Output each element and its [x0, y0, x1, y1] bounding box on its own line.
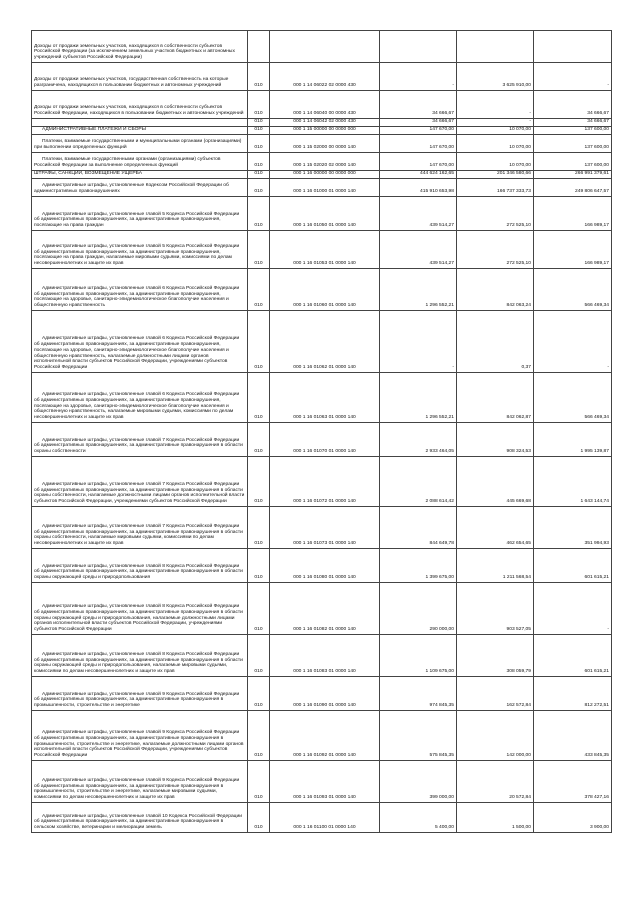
row-approved-cell: 1 296 552,21	[380, 269, 457, 311]
row-name-cell: ШТРАФЫ, САНКЦИИ, ВОЗМЕЩЕНИЕ УЩЕРБА	[32, 171, 248, 179]
row-executed-cell: 20 572,84	[457, 761, 534, 803]
row-name-cell: Административные штрафы, установленные главой 9 Кодекса Российской Федерации об административных правонарушениях, за административные правонарушения в промышленности, строительстве и энергетике, налагаемые должностными лицами органов исполнительной власти субъектов Российской Федерации, учреждениями субъектов Российской Федерации	[32, 711, 248, 761]
row-kbk-cell: 000 1 16 01070 01 0000 140	[270, 423, 380, 457]
row-kbk-cell: 000 1 16 01080 01 0000 140	[270, 549, 380, 583]
row-code-cell: 010	[248, 153, 270, 171]
table-row	[32, 583, 612, 635]
row-name-cell: Административные штрафы, установленные главой 8 Кодекса Российской Федерации об административных правонарушениях, за административные правонарушения в области охраны окружающей среды и природопользования, налагаемые мировыми судьями, комиссиями по делам несовершеннолетних и защите их прав	[32, 635, 248, 677]
row-code-cell: 010	[248, 423, 270, 457]
row-code-cell: 010	[248, 507, 270, 549]
row-unexecuted-cell: 249 806 647,57	[534, 179, 612, 197]
row-name-cell: Административные штрафы, установленные главой 10 Кодекса Российской Федерации об административных правонарушениях, за административные правонарушения в сельском хозяйстве, ветеринарии и мелиорации земель	[32, 803, 248, 833]
table-row	[32, 711, 612, 761]
table-row	[32, 197, 612, 231]
row-executed-cell: 142 000,00	[457, 711, 534, 761]
row-kbk-cell: 000 1 14 06022 02 0000 430	[270, 63, 380, 91]
row-code-cell: 010	[248, 197, 270, 231]
row-approved-cell: 415 910 653,98	[380, 179, 457, 197]
row-name-cell: Платежи, взимаемые государственными и муниципальными органами (организациями) при выполнении определенных функций	[32, 135, 248, 153]
row-code-cell	[248, 31, 270, 63]
row-approved-cell: -	[380, 63, 457, 91]
row-unexecuted-cell: 601 615,21	[534, 635, 612, 677]
row-name-cell: Административные штрафы, установленные главой 5 Кодекса Российской Федерации об административных правонарушениях, за административные правонарушения, посягающие на права граждан	[32, 197, 248, 231]
row-kbk-cell: 000 1 14 06042 02 0000 430	[270, 119, 380, 127]
report-table	[31, 30, 612, 833]
row-executed-cell: 1 211 568,54	[457, 549, 534, 583]
row-kbk-cell: 000 1 16 01050 01 0000 140	[270, 197, 380, 231]
row-kbk-cell: 000 1 16 01000 01 0000 140	[270, 179, 380, 197]
row-approved-cell: 575 845,35	[380, 711, 457, 761]
row-unexecuted-cell: 3 900,00	[534, 803, 612, 833]
row-executed-cell: 3 625 910,00	[457, 63, 534, 91]
row-executed-cell: 162 572,84	[457, 677, 534, 711]
row-code-cell: 010	[248, 457, 270, 507]
table-row	[32, 31, 612, 63]
row-executed-cell: 462 654,65	[457, 507, 534, 549]
row-name-cell: Платежи, взимаемые государственными органами (организациями) субъектов Российской Федерации за выполнение определенных функций	[32, 153, 248, 171]
row-approved-cell	[380, 31, 457, 63]
row-kbk-cell	[270, 31, 380, 63]
row-code-cell: 010	[248, 179, 270, 197]
row-name-cell: Административные штрафы, установленные Кодексом Российской Федерации об административных правонарушениях	[32, 179, 248, 197]
row-unexecuted-cell: -	[534, 583, 612, 635]
row-name-cell: Административные штрафы, установленные главой 6 Кодекса Российской Федерации об административных правонарушениях, за административные правонарушения, посягающие на здоровье, санитарно-эпидемиологическое благополучие населения и общественную нравственность	[32, 269, 248, 311]
table-row	[32, 457, 612, 507]
row-kbk-cell: 000 1 16 01063 01 0000 140	[270, 373, 380, 423]
row-code-cell: 010	[248, 677, 270, 711]
row-code-cell: 010	[248, 269, 270, 311]
table-row	[32, 231, 612, 269]
row-executed-cell: 842 063,24	[457, 269, 534, 311]
row-executed-cell: 0,37	[457, 311, 534, 373]
row-approved-cell: 2 933 464,05	[380, 423, 457, 457]
row-unexecuted-cell: 566 469,34	[534, 373, 612, 423]
table-row	[32, 311, 612, 373]
row-kbk-cell: 000 1 16 01083 01 0000 140	[270, 635, 380, 677]
row-unexecuted-cell: 137 600,00	[534, 127, 612, 135]
row-code-cell: 010	[248, 635, 270, 677]
row-unexecuted-cell: 1 995 139,87	[534, 423, 612, 457]
row-executed-cell: 903 527,05	[457, 583, 534, 635]
row-unexecuted-cell: 1 643 144,74	[534, 457, 612, 507]
row-code-cell: 010	[248, 803, 270, 833]
table-row	[32, 677, 612, 711]
row-approved-cell: 1 399 675,00	[380, 549, 457, 583]
row-approved-cell: 974 845,35	[380, 677, 457, 711]
row-unexecuted-cell: 266 991 379,61	[534, 171, 612, 179]
row-code-cell: 010	[248, 583, 270, 635]
table-row	[32, 153, 612, 171]
row-unexecuted-cell: 601 615,21	[534, 549, 612, 583]
row-code-cell: 010	[248, 171, 270, 179]
row-approved-cell: 34 666,67	[380, 119, 457, 127]
row-name-cell: Административные штрафы, установленные главой 7 Кодекса Российской Федерации об административных правонарушениях, за административные правонарушения в области охраны собственности, налагаемые мировыми судьями, комиссиями по делам несовершеннолетних и защите их прав	[32, 507, 248, 549]
row-executed-cell: -	[457, 119, 534, 127]
row-name-cell: Административные штрафы, установленные главой 9 Кодекса Российской Федерации об административных правонарушениях, за административные правонарушения в промышленности, строительстве и энергетике	[32, 677, 248, 711]
row-name-cell: Административные штрафы, установленные главой 6 Кодекса Российской Федерации об административных правонарушениях, за административные правонарушения, посягающие на здоровье, санитарно-эпидемиологическое благополучие населения и общественную нравственность, налагаемые должностными лицами органов исполнительной власти субъектов Российской Федерации, учреждениями субъектов Российской Федерации	[32, 311, 248, 373]
table-row	[32, 549, 612, 583]
row-kbk-cell: 000 1 16 01093 01 0000 140	[270, 761, 380, 803]
row-unexecuted-cell: 378 427,16	[534, 761, 612, 803]
table-row	[32, 269, 612, 311]
table-row	[32, 179, 612, 197]
row-name-cell: Административные штрафы, установленные главой 7 Кодекса Российской Федерации об административных правонарушениях, за административные правонарушения в области охраны собственности, налагаемые должностными лицами органов исполнительной власти субъектов Российской Федерации, учреждениями субъектов Российской Федерации	[32, 457, 248, 507]
row-executed-cell: 842 062,87	[457, 373, 534, 423]
row-name-cell: Доходы от продажи земельных участков, находящихся в собственности субъектов Российской Федерации (за исключением земельных участков бюджетных и автономных учреждений субъектов Российской Федерации)	[32, 31, 248, 63]
row-name-cell: Административные штрафы, установленные главой 8 Кодекса Российской Федерации об административных правонарушениях, за административные правонарушения в области охраны окружающей среды и природопользования, налагаемые должностными лицами органов исполнительной власти субъектов Российской Федерации, учреждениями субъектов Российской Федерации	[32, 583, 248, 635]
table-row	[32, 91, 612, 119]
table-row	[32, 761, 612, 803]
row-approved-cell: -	[380, 311, 457, 373]
row-code-cell: 010	[248, 231, 270, 269]
row-name-cell: Административные штрафы, установленные главой 7 Кодекса Российской Федерации об административных правонарушениях, за административные правонарушения в области охраны собственности	[32, 423, 248, 457]
row-unexecuted-cell: 812 272,51	[534, 677, 612, 711]
table-row	[32, 119, 612, 127]
table-row	[32, 63, 612, 91]
row-unexecuted-cell: 433 845,35	[534, 711, 612, 761]
row-executed-cell: 272 525,10	[457, 231, 534, 269]
row-kbk-cell: 000 1 16 01073 01 0000 140	[270, 507, 380, 549]
row-name-cell: Доходы от продажи земельных участков, находящихся в собственности субъектов Российской Федерации, находящихся в пользовании бюджетных и автономных учреждений	[32, 91, 248, 119]
row-kbk-cell: 000 1 16 01060 01 0000 140	[270, 269, 380, 311]
row-approved-cell: 147 670,00	[380, 153, 457, 171]
row-executed-cell: 10 070,00	[457, 153, 534, 171]
row-kbk-cell: 000 1 15 02020 02 0000 140	[270, 153, 380, 171]
row-executed-cell: 308 059,79	[457, 635, 534, 677]
row-code-cell: 010	[248, 135, 270, 153]
table-row	[32, 803, 612, 833]
row-approved-cell: 34 666,67	[380, 91, 457, 119]
row-executed-cell: -	[457, 91, 534, 119]
row-executed-cell: 10 070,00	[457, 127, 534, 135]
row-unexecuted-cell: 137 600,00	[534, 135, 612, 153]
row-approved-cell: 5 400,00	[380, 803, 457, 833]
row-approved-cell: 444 624 162,65	[380, 171, 457, 179]
row-executed-cell: 10 070,00	[457, 135, 534, 153]
table-body	[32, 31, 612, 833]
row-approved-cell: 147 670,00	[380, 127, 457, 135]
row-approved-cell: 844 649,78	[380, 507, 457, 549]
row-approved-cell: 399 000,00	[380, 761, 457, 803]
row-executed-cell: 272 525,10	[457, 197, 534, 231]
row-approved-cell: 290 000,00	[380, 583, 457, 635]
table-row	[32, 127, 612, 135]
row-name-cell	[32, 119, 248, 127]
row-code-cell: 010	[248, 373, 270, 423]
row-kbk-cell: 000 1 16 01090 01 0000 140	[270, 677, 380, 711]
row-executed-cell	[457, 31, 534, 63]
table-row	[32, 171, 612, 179]
table-row	[32, 373, 612, 423]
table-row	[32, 635, 612, 677]
row-kbk-cell: 000 1 16 00000 00 0000 000	[270, 171, 380, 179]
row-code-cell: 010	[248, 311, 270, 373]
row-unexecuted-cell: -	[534, 311, 612, 373]
row-code-cell: 010	[248, 761, 270, 803]
row-kbk-cell: 000 1 16 01062 01 0000 140	[270, 311, 380, 373]
row-approved-cell: 439 514,27	[380, 197, 457, 231]
row-code-cell: 010	[248, 91, 270, 119]
row-kbk-cell: 000 1 16 01100 01 0000 140	[270, 803, 380, 833]
row-code-cell: 010	[248, 63, 270, 91]
row-name-cell: Административные штрафы, установленные главой 6 Кодекса Российской Федерации об административных правонарушениях, за административные правонарушения, посягающие на здоровье, санитарно-эпидемиологическое благополучие населения и общественную нравственность, налагаемые мировыми судьями, комиссиями по делам несовершеннолетних и защите их прав	[32, 373, 248, 423]
row-kbk-cell: 000 1 16 01072 01 0000 140	[270, 457, 380, 507]
row-kbk-cell: 000 1 15 00000 00 0000 000	[270, 127, 380, 135]
row-executed-cell: 445 669,68	[457, 457, 534, 507]
row-name-cell: Административные штрафы, установленные главой 9 Кодекса Российской Федерации об административных правонарушениях, за административные правонарушения в промышленности, строительстве и энергетике, налагаемые мировыми судьями, комиссиями по делам несовершеннолетних и защите их прав	[32, 761, 248, 803]
row-kbk-cell: 000 1 14 06040 00 0000 430	[270, 91, 380, 119]
row-unexecuted-cell: 351 994,93	[534, 507, 612, 549]
row-approved-cell: 1 109 675,00	[380, 635, 457, 677]
row-approved-cell: 147 670,00	[380, 135, 457, 153]
row-code-cell: 010	[248, 119, 270, 127]
row-executed-cell: 1 500,00	[457, 803, 534, 833]
row-kbk-cell: 000 1 16 01092 01 0000 140	[270, 711, 380, 761]
table-row	[32, 507, 612, 549]
row-code-cell: 010	[248, 127, 270, 135]
row-unexecuted-cell: 566 469,34	[534, 269, 612, 311]
row-approved-cell: 2 088 614,42	[380, 457, 457, 507]
row-name-cell: Административные штрафы, установленные главой 8 Кодекса Российской Федерации об административных правонарушениях, за административные правонарушения в области охраны окружающей среды и природопользования	[32, 549, 248, 583]
row-kbk-cell: 000 1 16 01053 01 0000 140	[270, 231, 380, 269]
row-unexecuted-cell: 34 666,67	[534, 119, 612, 127]
row-unexecuted-cell: -	[534, 63, 612, 91]
row-kbk-cell: 000 1 16 01082 01 0000 140	[270, 583, 380, 635]
row-approved-cell: 1 296 552,21	[380, 373, 457, 423]
row-name-cell: Административные штрафы, установленные главой 5 Кодекса Российской Федерации об административных правонарушениях, за административные правонарушения, посягающие на права граждан, налагаемые мировыми судьями, комиссиями по делам несовершеннолетних и защите их прав	[32, 231, 248, 269]
row-code-cell: 010	[248, 549, 270, 583]
row-unexecuted-cell: 166 989,17	[534, 197, 612, 231]
row-executed-cell: 201 346 580,66	[457, 171, 534, 179]
row-unexecuted-cell: 34 666,67	[534, 91, 612, 119]
table-row	[32, 135, 612, 153]
row-name-cell: Доходы от продажи земельных участков, государственная собственность на которые разграничена, находящихся в пользовании бюджетных и автономных учреждений	[32, 63, 248, 91]
table-row	[32, 423, 612, 457]
row-executed-cell: 166 737 333,73	[457, 179, 534, 197]
row-executed-cell: 908 324,53	[457, 423, 534, 457]
row-approved-cell: 439 514,27	[380, 231, 457, 269]
row-unexecuted-cell: 137 600,00	[534, 153, 612, 171]
row-code-cell: 010	[248, 711, 270, 761]
row-kbk-cell: 000 1 15 02000 00 0000 140	[270, 135, 380, 153]
row-unexecuted-cell	[534, 31, 612, 63]
row-name-cell: АДМИНИСТРАТИВНЫЕ ПЛАТЕЖИ И СБОРЫ	[32, 127, 248, 135]
row-unexecuted-cell: 166 989,17	[534, 231, 612, 269]
